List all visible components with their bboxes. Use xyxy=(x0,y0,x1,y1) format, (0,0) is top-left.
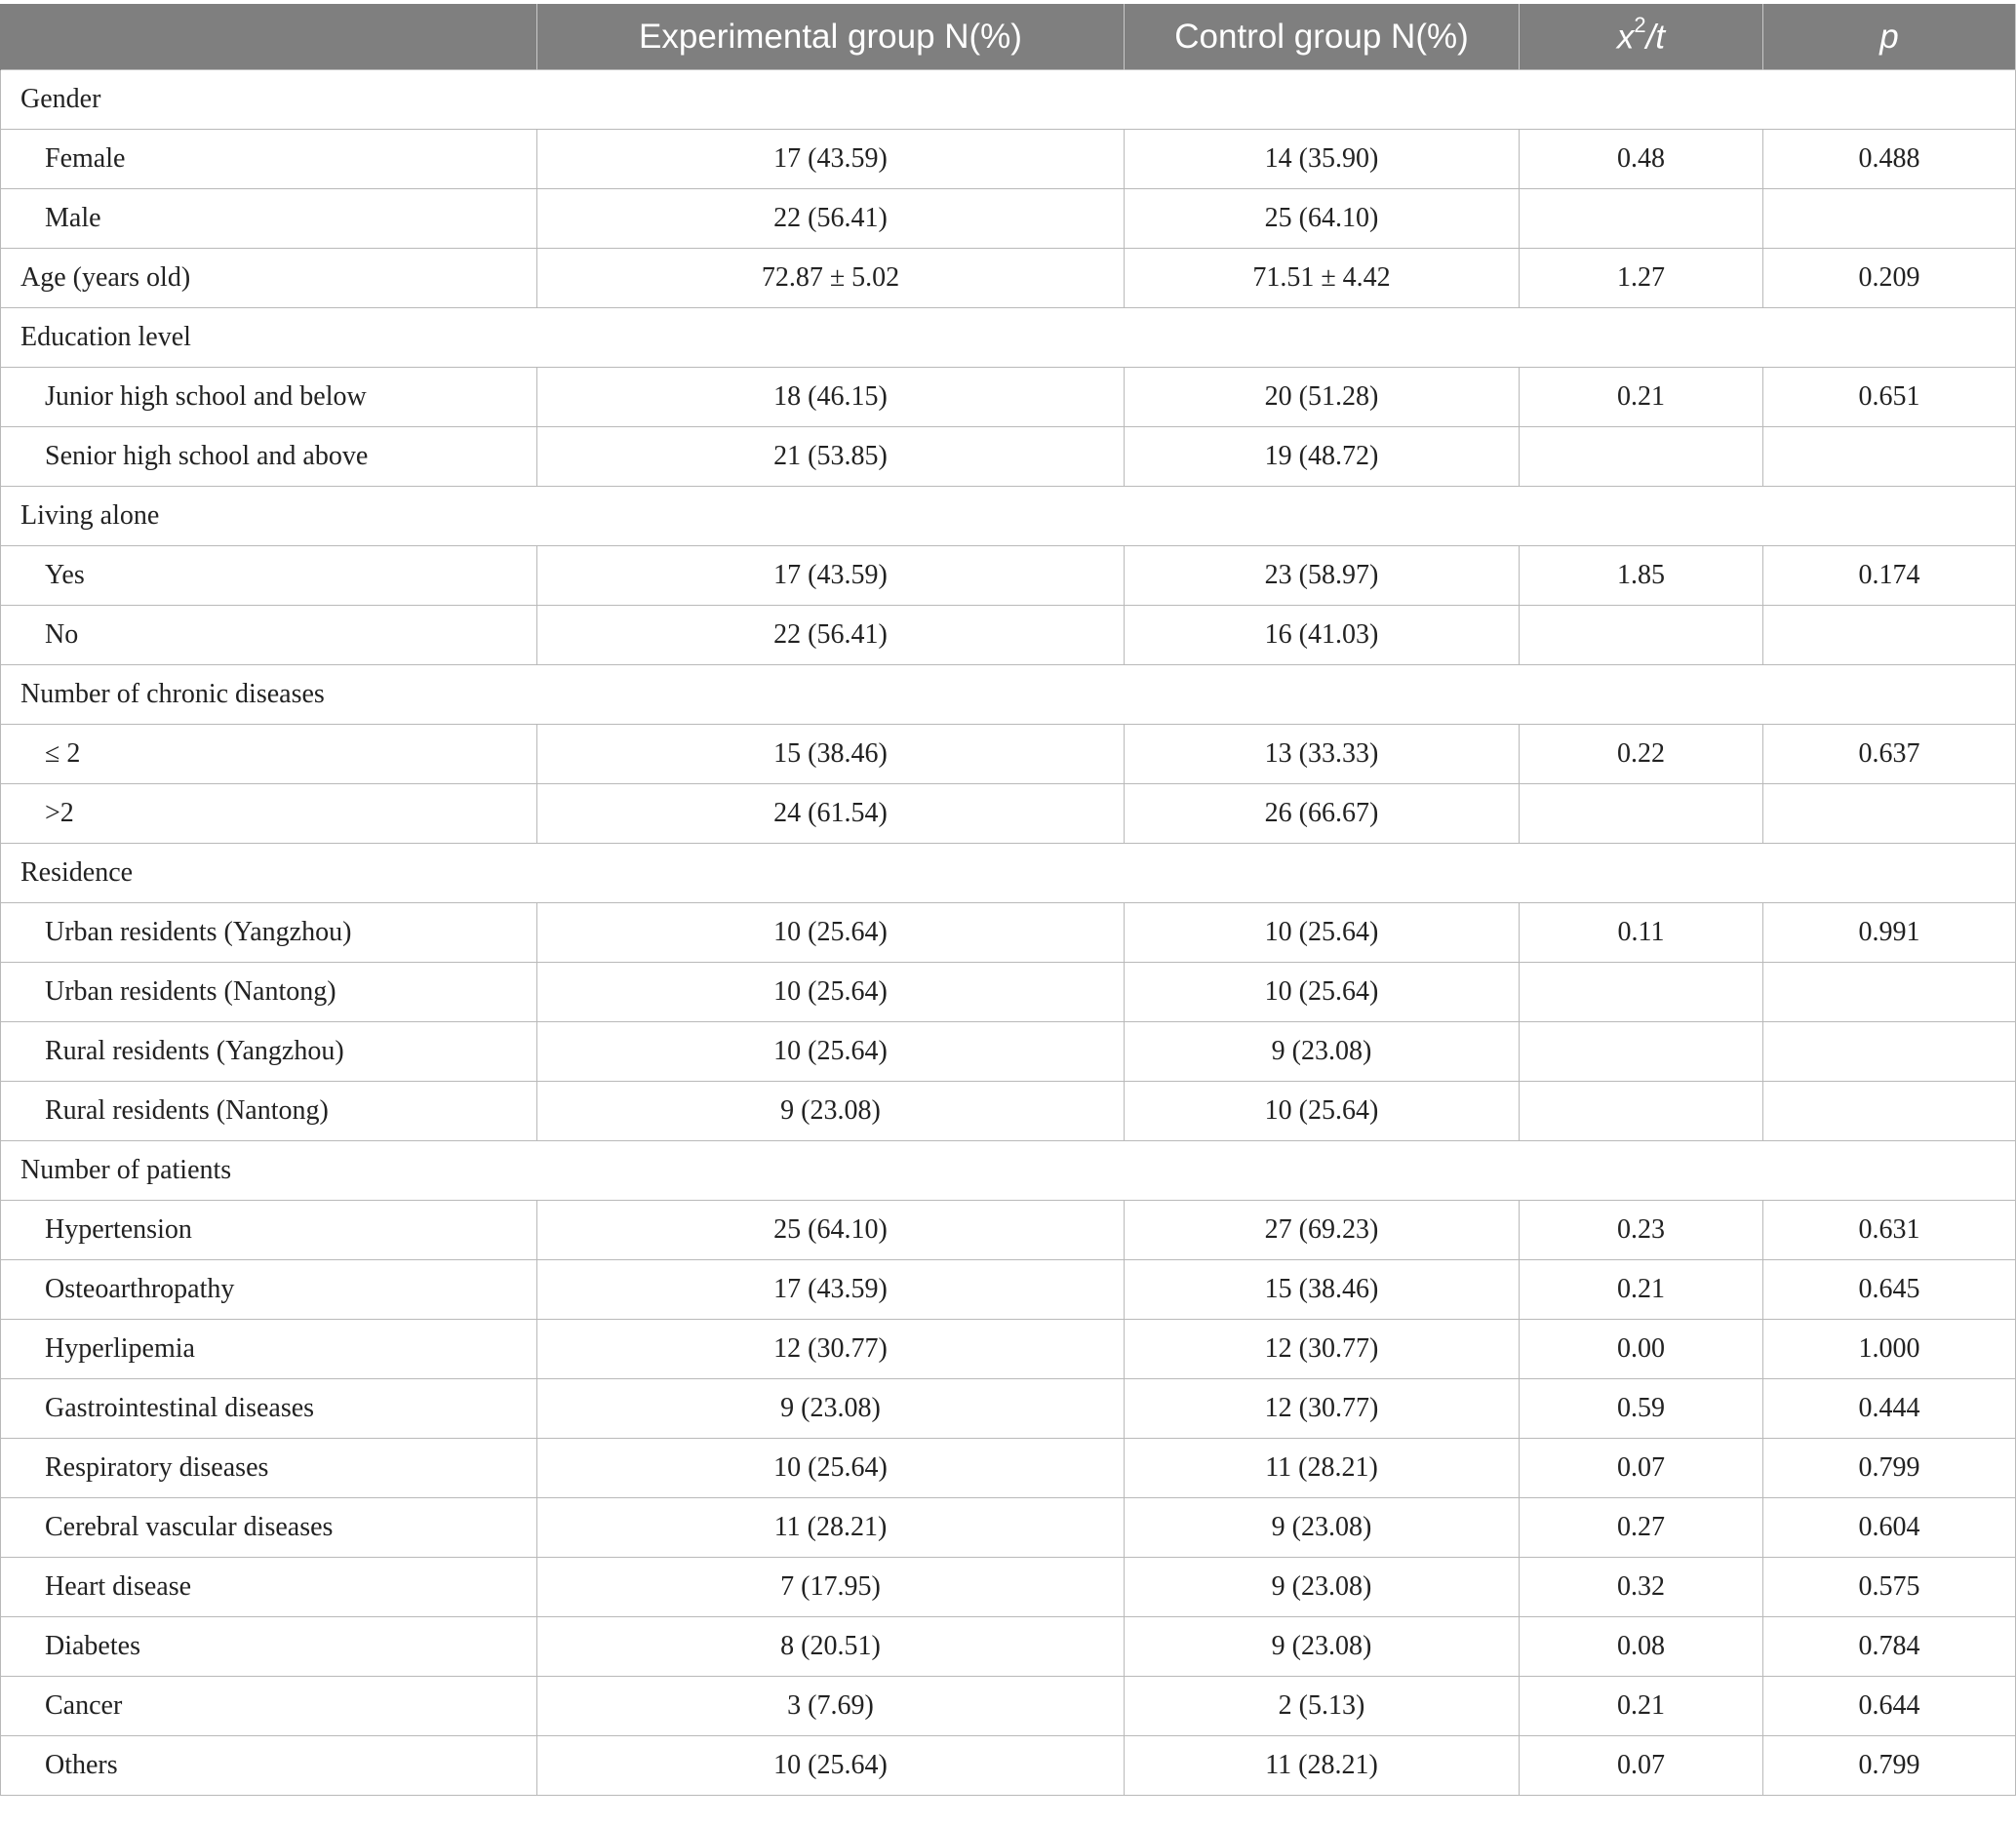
p-value: 0.637 xyxy=(1763,725,2016,784)
row-label: Rural residents (Yangzhou) xyxy=(1,1022,537,1082)
table-row xyxy=(1,427,2016,487)
experimental-value: 8 (20.51) xyxy=(537,1617,1125,1677)
statistic-value xyxy=(1520,963,1763,1022)
experimental-value: 10 (25.64) xyxy=(537,1439,1125,1498)
control-value: 25 (64.10) xyxy=(1125,189,1520,249)
p-value: 0.444 xyxy=(1763,1379,2016,1439)
row-label: Cerebral vascular diseases xyxy=(1,1498,537,1558)
p-value xyxy=(1763,963,2016,1022)
table-row xyxy=(1,1439,2016,1498)
table-section-row xyxy=(1,308,2016,368)
statistic-value: 0.08 xyxy=(1520,1617,1763,1677)
row-label: Hyperlipemia xyxy=(1,1320,537,1379)
table-row xyxy=(1,1498,2016,1558)
row-label: >2 xyxy=(1,784,537,844)
row-label: Others xyxy=(1,1736,537,1796)
control-value: 2 (5.13) xyxy=(1125,1677,1520,1736)
table-row xyxy=(1,546,2016,606)
p-value: 0.799 xyxy=(1763,1439,2016,1498)
table-row xyxy=(1,606,2016,665)
row-label: Senior high school and above xyxy=(1,427,537,487)
statistic-value: 0.48 xyxy=(1520,130,1763,189)
table-row xyxy=(1,1260,2016,1320)
statistic-value xyxy=(1520,1022,1763,1082)
table-row xyxy=(1,1736,2016,1796)
p-value: 0.604 xyxy=(1763,1498,2016,1558)
table-row xyxy=(1,130,2016,189)
row-label: Yes xyxy=(1,546,537,606)
row-label: Urban residents (Yangzhou) xyxy=(1,903,537,963)
header-p-value xyxy=(1763,5,2016,70)
table-row xyxy=(1,963,2016,1022)
p-value: 0.209 xyxy=(1763,249,2016,308)
table-section-row xyxy=(1,665,2016,725)
experimental-value: 3 (7.69) xyxy=(537,1677,1125,1736)
header-statistic-superscript: 2 xyxy=(1634,13,1646,38)
control-value: 23 (58.97) xyxy=(1125,546,1520,606)
section-label: Gender xyxy=(1,70,2016,130)
header-label-column xyxy=(1,5,537,70)
table-row xyxy=(1,903,2016,963)
header-control-group: Control group N(%) xyxy=(1125,5,1520,70)
statistic-value: 0.23 xyxy=(1520,1201,1763,1260)
p-value xyxy=(1763,1082,2016,1141)
control-value: 19 (48.72) xyxy=(1125,427,1520,487)
experimental-value: 15 (38.46) xyxy=(537,725,1125,784)
experimental-value: 9 (23.08) xyxy=(537,1379,1125,1439)
table-row xyxy=(1,1558,2016,1617)
control-value: 10 (25.64) xyxy=(1125,1082,1520,1141)
statistic-value: 0.21 xyxy=(1520,368,1763,427)
table-row xyxy=(1,368,2016,427)
control-value: 9 (23.08) xyxy=(1125,1022,1520,1082)
control-value: 15 (38.46) xyxy=(1125,1260,1520,1320)
experimental-value: 10 (25.64) xyxy=(537,903,1125,963)
header-statistic-symbol: x xyxy=(1616,18,1635,57)
section-label: Number of chronic diseases xyxy=(1,665,2016,725)
statistic-value: 0.27 xyxy=(1520,1498,1763,1558)
table-row xyxy=(1,1082,2016,1141)
experimental-value: 17 (43.59) xyxy=(537,130,1125,189)
table-row xyxy=(1,1677,2016,1736)
statistic-value: 0.32 xyxy=(1520,1558,1763,1617)
statistic-value: 0.59 xyxy=(1520,1379,1763,1439)
table-row xyxy=(1,1022,2016,1082)
experimental-value: 72.87 ± 5.02 xyxy=(537,249,1125,308)
table-row xyxy=(1,1201,2016,1260)
experimental-value: 21 (53.85) xyxy=(537,427,1125,487)
row-label: Heart disease xyxy=(1,1558,537,1617)
experimental-value: 11 (28.21) xyxy=(537,1498,1125,1558)
experimental-value: 10 (25.64) xyxy=(537,1022,1125,1082)
control-value: 13 (33.33) xyxy=(1125,725,1520,784)
experimental-value: 22 (56.41) xyxy=(537,606,1125,665)
section-label: Residence xyxy=(1,844,2016,903)
control-value: 11 (28.21) xyxy=(1125,1439,1520,1498)
control-value: 12 (30.77) xyxy=(1125,1320,1520,1379)
statistic-value: 1.85 xyxy=(1520,546,1763,606)
row-label: Diabetes xyxy=(1,1617,537,1677)
statistic-value: 1.27 xyxy=(1520,249,1763,308)
experimental-value: 7 (17.95) xyxy=(537,1558,1125,1617)
row-label: ≤ 2 xyxy=(1,725,537,784)
control-value: 71.51 ± 4.42 xyxy=(1125,249,1520,308)
p-value: 0.784 xyxy=(1763,1617,2016,1677)
row-label: Cancer xyxy=(1,1677,537,1736)
p-value: 0.174 xyxy=(1763,546,2016,606)
control-value: 27 (69.23) xyxy=(1125,1201,1520,1260)
experimental-value: 22 (56.41) xyxy=(537,189,1125,249)
experimental-value: 18 (46.15) xyxy=(537,368,1125,427)
p-value xyxy=(1763,1022,2016,1082)
header-row xyxy=(1,5,2016,70)
p-value: 0.645 xyxy=(1763,1260,2016,1320)
table-row xyxy=(1,1320,2016,1379)
p-value: 1.000 xyxy=(1763,1320,2016,1379)
header-p-symbol: p xyxy=(1879,18,1899,56)
section-label: Education level xyxy=(1,308,2016,368)
row-label: Age (years old) xyxy=(1,249,537,308)
control-value: 10 (25.64) xyxy=(1125,963,1520,1022)
p-value: 0.799 xyxy=(1763,1736,2016,1796)
row-label: Osteoarthropathy xyxy=(1,1260,537,1320)
p-value xyxy=(1763,606,2016,665)
control-value: 9 (23.08) xyxy=(1125,1558,1520,1617)
control-value: 14 (35.90) xyxy=(1125,130,1520,189)
statistic-value: 0.07 xyxy=(1520,1439,1763,1498)
table-row xyxy=(1,249,2016,308)
statistic-value xyxy=(1520,427,1763,487)
table-row xyxy=(1,189,2016,249)
header-statistic-suffix: /t xyxy=(1645,18,1666,57)
table-section-row xyxy=(1,70,2016,130)
statistic-value: 0.22 xyxy=(1520,725,1763,784)
p-value: 0.631 xyxy=(1763,1201,2016,1260)
statistic-value xyxy=(1520,784,1763,844)
section-label: Living alone xyxy=(1,487,2016,546)
experimental-value: 17 (43.59) xyxy=(537,546,1125,606)
experimental-value: 24 (61.54) xyxy=(537,784,1125,844)
p-value: 0.575 xyxy=(1763,1558,2016,1617)
experimental-value: 12 (30.77) xyxy=(537,1320,1125,1379)
control-value: 11 (28.21) xyxy=(1125,1736,1520,1796)
row-label: Urban residents (Nantong) xyxy=(1,963,537,1022)
p-value xyxy=(1763,784,2016,844)
control-value: 10 (25.64) xyxy=(1125,903,1520,963)
table-section-row xyxy=(1,487,2016,546)
p-value: 0.991 xyxy=(1763,903,2016,963)
statistic-value: 0.21 xyxy=(1520,1677,1763,1736)
control-value: 9 (23.08) xyxy=(1125,1617,1520,1677)
experimental-value: 17 (43.59) xyxy=(537,1260,1125,1320)
experimental-value: 10 (25.64) xyxy=(537,963,1125,1022)
row-label: Hypertension xyxy=(1,1201,537,1260)
p-value: 0.644 xyxy=(1763,1677,2016,1736)
p-value xyxy=(1763,189,2016,249)
table-section-row xyxy=(1,844,2016,903)
control-value: 12 (30.77) xyxy=(1125,1379,1520,1439)
statistic-value xyxy=(1520,1082,1763,1141)
statistic-value xyxy=(1520,606,1763,665)
section-label: Number of patients xyxy=(1,1141,2016,1201)
row-label: Gastrointestinal diseases xyxy=(1,1379,537,1439)
row-label: Respiratory diseases xyxy=(1,1439,537,1498)
control-value: 16 (41.03) xyxy=(1125,606,1520,665)
control-value: 26 (66.67) xyxy=(1125,784,1520,844)
table-section-row xyxy=(1,1141,2016,1201)
row-label: No xyxy=(1,606,537,665)
p-value: 0.651 xyxy=(1763,368,2016,427)
experimental-value: 10 (25.64) xyxy=(537,1736,1125,1796)
statistic-value: 0.00 xyxy=(1520,1320,1763,1379)
statistic-value: 0.07 xyxy=(1520,1736,1763,1796)
baseline-characteristics-table xyxy=(0,4,2016,1796)
statistic-value: 0.21 xyxy=(1520,1260,1763,1320)
table-row xyxy=(1,725,2016,784)
table-row xyxy=(1,784,2016,844)
control-value: 20 (51.28) xyxy=(1125,368,1520,427)
statistic-value xyxy=(1520,189,1763,249)
row-label: Male xyxy=(1,189,537,249)
statistic-value: 0.11 xyxy=(1520,903,1763,963)
baseline-characteristics-table-container xyxy=(0,4,2015,1796)
p-value: 0.488 xyxy=(1763,130,2016,189)
table-header xyxy=(1,5,2016,70)
header-experimental-group: Experimental group N(%) xyxy=(537,5,1125,70)
p-value xyxy=(1763,427,2016,487)
table-body xyxy=(1,70,2016,1796)
row-label: Female xyxy=(1,130,537,189)
row-label: Junior high school and below xyxy=(1,368,537,427)
experimental-value: 25 (64.10) xyxy=(537,1201,1125,1260)
row-label: Rural residents (Nantong) xyxy=(1,1082,537,1141)
table-row xyxy=(1,1617,2016,1677)
experimental-value: 9 (23.08) xyxy=(537,1082,1125,1141)
table-row xyxy=(1,1379,2016,1439)
control-value: 9 (23.08) xyxy=(1125,1498,1520,1558)
header-statistic xyxy=(1520,5,1763,70)
